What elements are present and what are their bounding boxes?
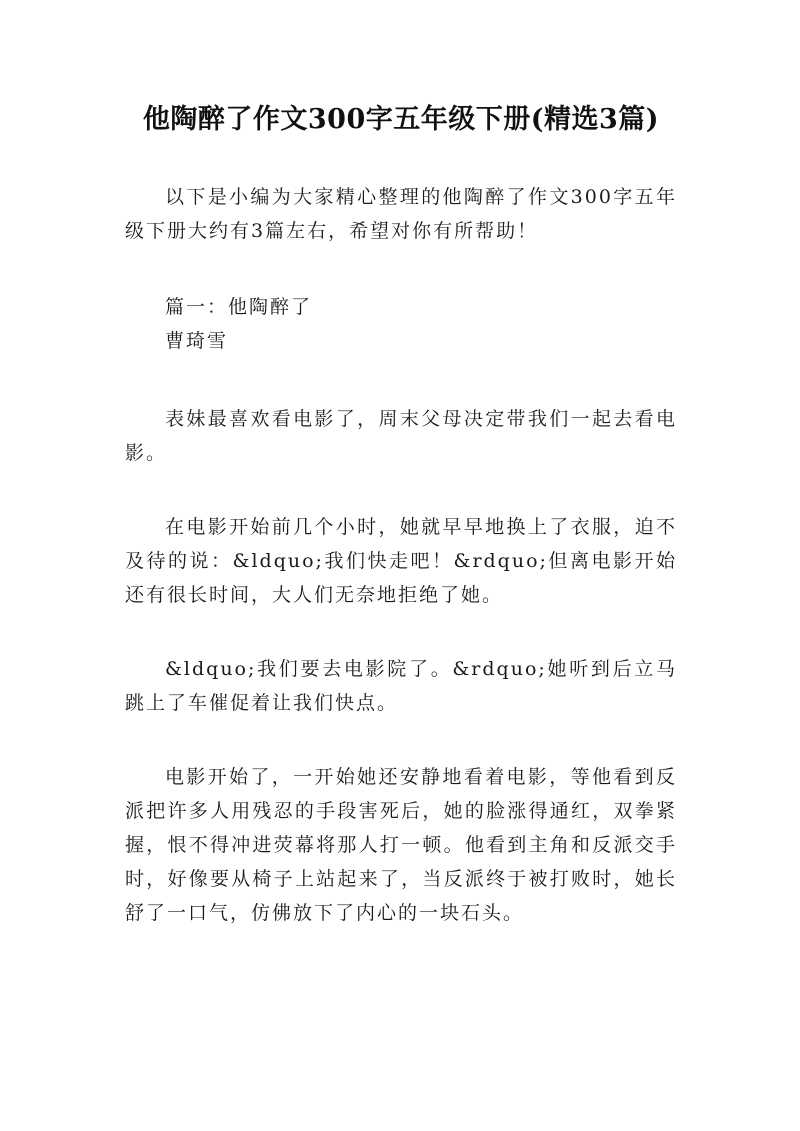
body-paragraph-3: &ldquo;我们要去电影院了。&rdquo;她听到后立马跳上了车催促着让我们快点。 [125, 658, 677, 714]
author-name: 曹琦雪 [165, 330, 229, 352]
document-title: 他陶醉了作文300字五年级下册(精选3篇) [142, 104, 660, 135]
chapter-header [125, 290, 677, 358]
body-paragraph-2: 在电影开始前几个小时，她就早早地换上了衣服，迫不及待的说：&ldquo;我们快走吧！&rdquo;但离电影开始还有很长时间，大人们无奈地拒绝了她。 [125, 516, 677, 606]
body-paragraph-1: 表妹最喜欢看电影了，周末父母决定带我们一起去看电影。 [125, 408, 677, 464]
body-paragraph-4: 电影开始了，一开始她还安静地看着电影，等他看到反派把许多人用残忍的手段害死后，她的脸涨得通红，双拳紧握，恨不得冲进荧幕将那人打一顿。他看到主角和反派交手时，好像要从椅子上站起来了，当反派终于被打败时，她长舒了一口气，仿佛放下了内心的一块石头。 [125, 766, 677, 924]
chapter-heading: 篇一：他陶醉了 [165, 296, 313, 318]
intro-paragraph: 以下是小编为大家精心整理的他陶醉了作文300字五年级下册大约有3篇左右，希望对你有所帮助！ [125, 186, 677, 242]
